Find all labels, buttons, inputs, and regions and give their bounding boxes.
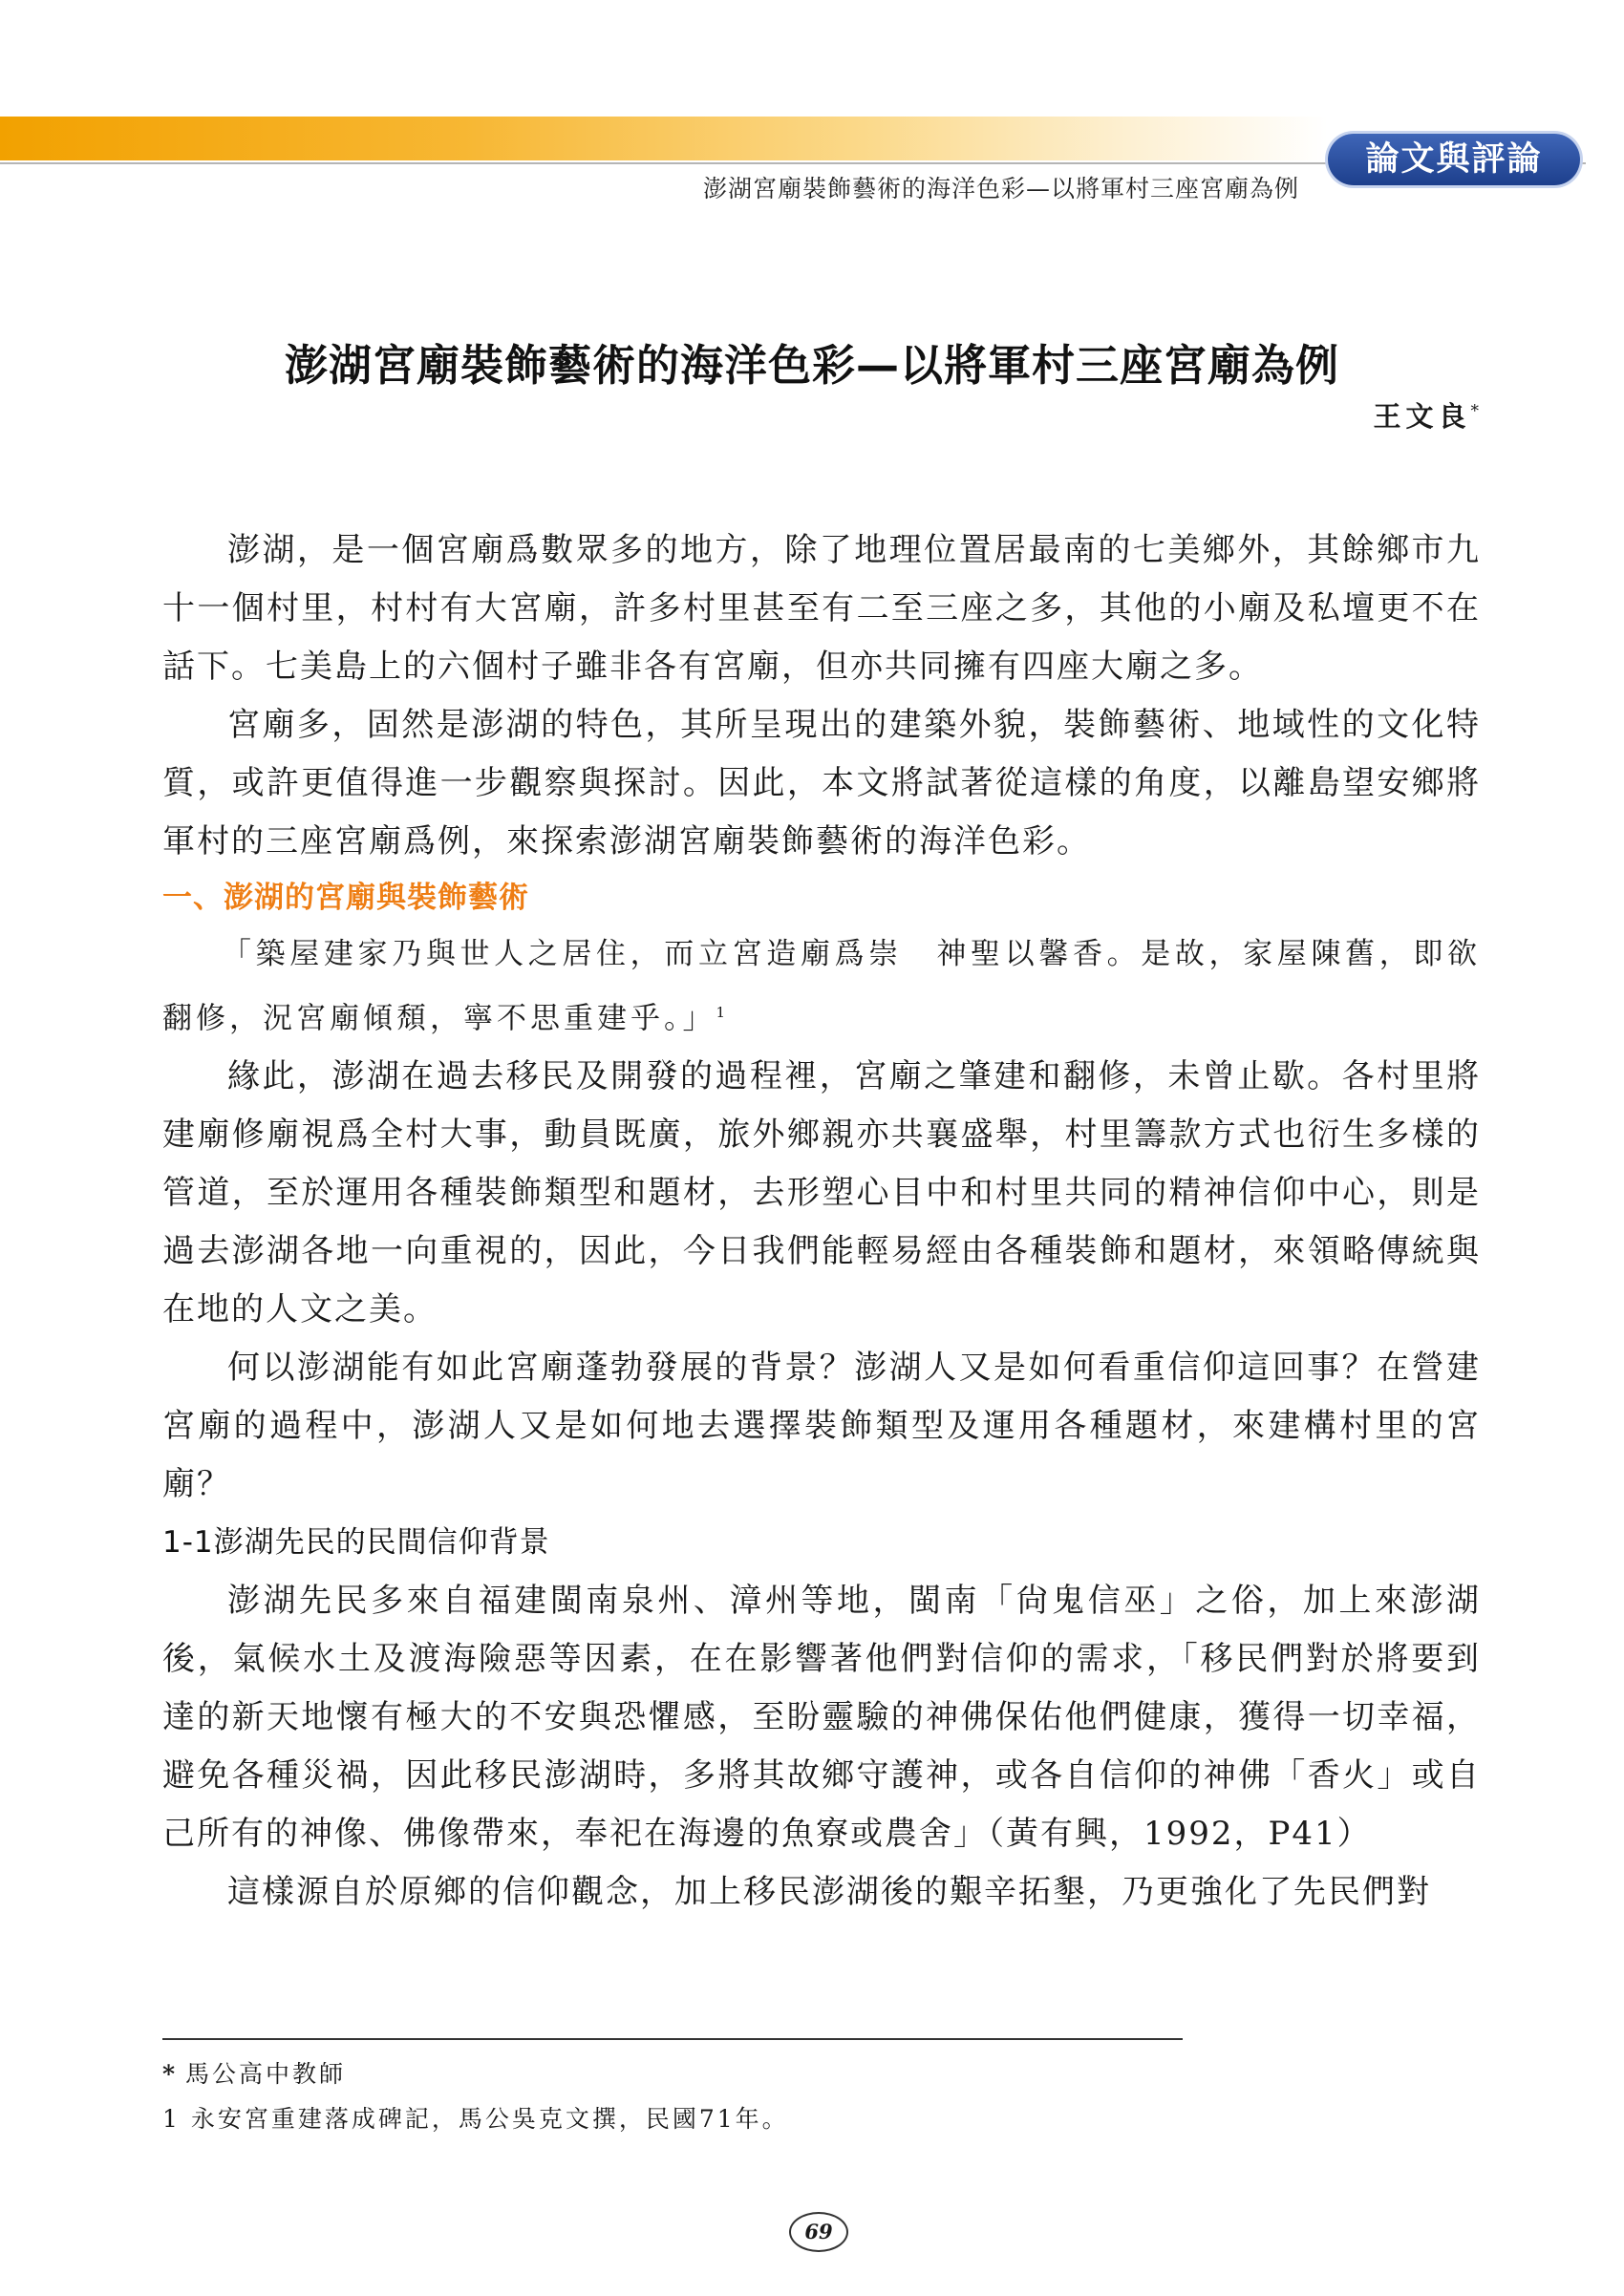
author-name: 王文良 (1373, 400, 1471, 433)
running-title: 澎湖宮廟裝飾藝術的海洋色彩—以將軍村三座宮廟為例 (702, 175, 1299, 202)
article-body (162, 521, 1481, 1922)
section-badge: 論文與評論 (1328, 134, 1580, 185)
block-quote (162, 925, 1481, 1048)
footnote-1-text: 永安宮重建落成碑記，馬公吳克文撰，民國71年。 (190, 2105, 789, 2133)
paragraph-2: 宮廟多，固然是澎湖的特色，其所呈現出的建築外貌，裝飾藝術、地域性的文化特質，或許更值得進一步觀察與探討。因此，本文將試著從這樣的角度，以離島望安鄉將軍村的三座宮廟爲例，來探索澎湖宮廟裝飾藝術的海洋色彩。 (162, 706, 1481, 861)
paragraph-3: 緣此，澎湖在過去移民及開發的過程裡，宮廟之肇建和翻修，未曾止歇。各村里將建廟修廟視爲全村大事，動員既廣，旅外鄉親亦共襄盛舉，村里籌款方式也衍生多樣的管道，至於運用各種裝飾類型和題材，去形塑心目中和村里共同的精神信仰中心，則是過去澎湖各地一向重視的，因此，今日我們能輕易經由各種裝飾和題材，來領略傳統與在地的人文之美。 (162, 1057, 1481, 1329)
footnote-rule (162, 2038, 1183, 2040)
footnote-author (162, 2052, 1309, 2096)
footnote-author-text: 馬公高中教師 (185, 2060, 347, 2088)
subsection-heading-1-1: 1-1澎湖先民的民間信仰背景 (162, 1525, 550, 1561)
header-accent-bar (0, 117, 1328, 160)
paragraph-1: 澎湖，是一個宮廟爲數眾多的地方，除了地理位置居最南的七美鄉外，其餘鄉市九十一個村里，村村有大宮廟，許多村里甚至有二至三座之多，其他的小廟及私壇更不在話下。七美島上的六個村子雖非各有宮廟，但亦共同擁有四座大廟之多。 (162, 531, 1481, 686)
footnote-1 (162, 2096, 1309, 2141)
article-title: 澎湖宮廟裝飾藝術的海洋色彩—以將軍村三座宮廟為例 (284, 340, 1339, 391)
footnote-1-number: 1 (162, 2105, 181, 2133)
page-number: 69 (789, 2212, 848, 2252)
author-footnote-mark: * (1470, 401, 1479, 421)
author-line (1373, 395, 1479, 435)
quote-text: 「築屋建家乃與世人之居住，而立宮造廟爲崇 神聖以馨香。是故，家屋陳舊，即欲翻修，況宮廟傾頹，寧不思重建乎。」 (162, 937, 1481, 1036)
section-heading-1: 一、澎湖的宮廟與裝飾藝術 (162, 881, 529, 915)
footnote-author-mark: * (162, 2060, 176, 2088)
paragraph-5: 澎湖先民多來自福建閩南泉州、漳州等地，閩南「尙鬼信巫」之俗，加上來澎湖後，氣候水土及渡海險惡等因素，在在影響著他們對信仰的需求，「移民們對於將要到達的新天地懷有極大的不安與恐懼感，至盼靈驗的神佛保佑他們健康，獲得一切幸福，避免各種災禍，因此移民澎湖時，多將其故鄉守護神，或各自信仰的神佛「香火」或自己所有的神像、佛像帶來，奉祀在海邊的魚寮或農舍」（黃有興，1992，P41） (162, 1582, 1481, 1854)
paragraph-6: 這樣源自於原鄉的信仰觀念，加上移民澎湖後的艱辛拓墾，乃更強化了先民們對 (227, 1873, 1431, 1912)
footnote-ref-1: 1 (716, 1004, 726, 1021)
paragraph-4: 何以澎湖能有如此宮廟蓬勃發展的背景？澎湖人又是如何看重信仰這回事？在營建宮廟的過程中，澎湖人又是如何地去選擇裝飾類型及運用各種題材，來建構村里的宮廟？ (162, 1349, 1481, 1504)
footnotes (162, 2052, 1309, 2141)
